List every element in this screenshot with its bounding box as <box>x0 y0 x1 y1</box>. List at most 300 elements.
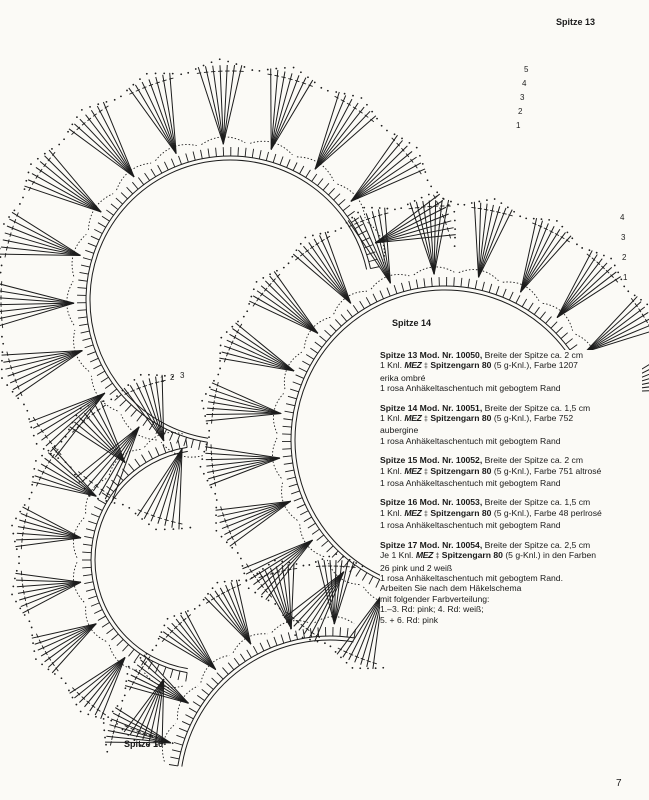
picot-dot <box>382 667 384 669</box>
picot-dot <box>23 404 25 406</box>
picot-dot <box>561 226 563 228</box>
picot-dot <box>471 202 473 204</box>
stitch-tick <box>85 345 94 348</box>
stitch-tick <box>284 463 293 464</box>
picot-dot <box>146 73 148 75</box>
picot-dot <box>226 331 228 333</box>
picot-dot <box>453 211 455 213</box>
picot-dot <box>207 593 209 595</box>
picot-dot <box>376 118 378 120</box>
picot-dot <box>596 252 598 254</box>
picot-dot <box>215 522 217 524</box>
stitch-tick <box>170 757 179 759</box>
picot-dot <box>352 95 354 97</box>
picot-dot <box>48 450 50 452</box>
picot-dot <box>567 231 569 233</box>
picot-dot <box>30 426 32 428</box>
picot-dot <box>203 599 205 601</box>
picot-dot <box>76 116 78 118</box>
picot-dot <box>224 581 226 583</box>
picot-dot <box>430 186 432 188</box>
stitch-tick <box>106 210 113 215</box>
picot-dot <box>308 564 310 566</box>
stitch-crossbar <box>281 77 285 78</box>
stitch-crossbar <box>213 407 214 411</box>
picot-dot <box>209 386 211 388</box>
picot-dot <box>43 448 45 450</box>
picot-dot <box>57 457 59 459</box>
stitch-crossbar <box>214 401 215 405</box>
stitch-tick <box>561 333 568 339</box>
stitch-tick <box>299 368 307 372</box>
stitch-tick <box>366 297 370 305</box>
picot-dot <box>215 530 217 532</box>
stitch-tick <box>325 330 332 336</box>
picot-dot <box>120 95 122 97</box>
picot-dot <box>206 423 208 425</box>
picot-dot <box>248 587 250 589</box>
picot-dot <box>203 451 205 453</box>
picot-dot <box>206 443 208 445</box>
picot-dot <box>340 656 342 658</box>
picot-dot <box>454 237 456 239</box>
spoke-stitch <box>79 657 125 702</box>
stitch-tick <box>534 307 539 314</box>
stitch-tick <box>122 469 128 476</box>
stitch-tick <box>78 317 87 318</box>
stitch-tick <box>482 282 484 291</box>
picot-dot <box>61 441 63 443</box>
spoke-stitch <box>13 351 83 390</box>
picot-dot <box>163 625 165 627</box>
picot-dot <box>603 255 605 257</box>
stitch-crossbar <box>287 569 291 570</box>
picot-dot <box>294 634 296 636</box>
stitch-crossbar <box>112 736 113 740</box>
picot-dot <box>571 237 573 239</box>
picot-dot <box>148 523 150 525</box>
spoke-stitch <box>226 585 251 644</box>
stitch-tick <box>528 303 533 311</box>
picot-dot <box>1 360 3 362</box>
picot-dot <box>352 667 354 669</box>
stitch-tick <box>117 639 123 645</box>
picot-dot <box>231 580 233 582</box>
yarn-color-line: erika ombré <box>380 372 426 383</box>
picot-dot <box>41 455 43 457</box>
yarn-prefix: 1 Knl. <box>380 465 402 476</box>
stitch-tick <box>373 294 377 302</box>
picot-dot <box>267 69 269 71</box>
picot-dot <box>203 408 205 410</box>
picot-dot <box>589 249 591 251</box>
row-number-mark: 5 <box>524 65 529 74</box>
spoke-stitch <box>36 167 101 212</box>
picot-dot <box>219 368 221 370</box>
stitch-tick <box>107 628 114 633</box>
stitch-crossbar <box>25 519 26 523</box>
picot-dot <box>300 243 302 245</box>
picot-dot <box>33 468 35 470</box>
yarn-name: Spitzengarn 80 <box>441 550 503 561</box>
picot-dot <box>31 492 33 494</box>
stitch-tick <box>323 183 329 190</box>
picot-dot <box>250 296 252 298</box>
picot-dot <box>15 601 17 603</box>
spoke-stitch <box>205 453 280 458</box>
spoke-stitch <box>40 162 101 212</box>
stitch-tick <box>274 637 277 645</box>
stitch-tick <box>82 552 91 553</box>
stitch-crossbar <box>471 207 475 208</box>
stitch-crossbar <box>23 532 24 536</box>
picot-dot <box>180 73 182 75</box>
stitch-tick <box>291 491 299 494</box>
stitch-tick <box>137 414 142 421</box>
picot-dot <box>576 243 578 245</box>
picot-dot <box>610 258 612 260</box>
stitch-crossbar <box>496 212 500 213</box>
picot-dot <box>103 722 105 724</box>
picot-dot <box>16 570 18 572</box>
entry-spitze-13 <box>380 350 642 394</box>
picot-dot <box>139 78 141 80</box>
stitch-crossbar <box>197 73 201 74</box>
picot-dot <box>322 558 324 560</box>
stitch-tick <box>294 498 302 501</box>
picot-dot <box>14 578 16 580</box>
spoke-stitch <box>303 246 350 303</box>
stitch-tick <box>151 169 156 177</box>
stitch-tick <box>79 324 88 326</box>
picot-dot <box>381 125 383 127</box>
picot-dot <box>349 559 351 561</box>
picot-dot <box>146 653 148 655</box>
picot-dot <box>32 476 34 478</box>
picot-dot <box>275 68 277 70</box>
stitch-crossbar <box>490 210 494 211</box>
stitch-crossbar <box>367 661 371 662</box>
picot-dot <box>581 247 583 249</box>
stitch-tick <box>259 150 261 159</box>
stitch-tick <box>328 188 334 195</box>
stitch-tick <box>116 198 123 204</box>
row-number-mark: 3 <box>520 93 525 102</box>
stitch-tick <box>94 610 102 614</box>
picot-dot <box>245 579 247 581</box>
picot-dot <box>359 667 361 669</box>
spoke-stitch <box>315 107 364 169</box>
spoke-stitch <box>351 140 403 201</box>
stitch-tick <box>91 514 99 517</box>
spoke-stitch <box>236 580 250 644</box>
picot-dot <box>409 142 411 144</box>
picot-dot <box>355 562 357 564</box>
picot-dot <box>16 548 18 550</box>
picot-dot <box>507 206 509 208</box>
picot-dot <box>155 528 157 530</box>
picot-dot <box>268 600 270 602</box>
stitch-tick <box>174 743 183 746</box>
picot-dot <box>12 391 14 393</box>
spoke-stitch <box>172 623 216 669</box>
spoke-stitch <box>215 591 251 644</box>
picot-dot <box>35 658 37 660</box>
picot-dot <box>394 208 396 210</box>
stitch-tick <box>83 575 92 576</box>
picot-dot <box>106 101 108 103</box>
picot-dot <box>427 179 429 181</box>
picot-dot <box>65 436 67 438</box>
picot-dot <box>457 203 459 205</box>
picot-dot <box>346 222 348 224</box>
stitch-tick <box>266 152 268 161</box>
row-number-mark: 4 <box>522 79 527 88</box>
picot-dot <box>226 541 228 543</box>
picot-dot <box>80 711 82 713</box>
yarn-name: Spitzengarn 80 <box>430 360 492 371</box>
picot-dot <box>65 682 67 684</box>
stitch-tick <box>334 194 340 200</box>
stitch-tick <box>98 500 106 504</box>
picot-dot <box>22 197 24 199</box>
picot-dot <box>208 436 210 438</box>
stitch-tick <box>189 708 197 713</box>
stitch-tick <box>304 517 312 522</box>
picot-dot <box>450 201 452 203</box>
picot-dot <box>28 620 30 622</box>
stitch-tick <box>178 440 180 449</box>
picot-dot <box>1 336 3 338</box>
stitch-tick <box>170 442 173 451</box>
stitch-tick <box>288 396 297 398</box>
stitch-tick <box>347 628 348 637</box>
picot-dot <box>424 171 426 173</box>
stitch-tick <box>86 589 95 591</box>
picot-dot <box>303 565 305 567</box>
stitch-tick <box>310 348 317 353</box>
stitch-tick <box>212 678 219 684</box>
stitch-tick <box>98 616 106 620</box>
stitch-crossbar <box>113 730 114 734</box>
picot-dot <box>180 612 182 614</box>
spoke-stitch <box>351 163 421 201</box>
spoke-stitch <box>320 235 351 303</box>
picot-dot <box>24 188 26 190</box>
stitch-tick <box>78 280 87 281</box>
picot-dot <box>61 677 63 679</box>
picot-dot <box>112 711 114 713</box>
stitch-tick <box>353 305 358 312</box>
stitch-tick <box>343 205 350 211</box>
picot-dot <box>63 138 65 140</box>
spoke-stitch <box>205 597 251 644</box>
brand-mark-icon: ‡ <box>424 363 428 371</box>
page-number: 7 <box>616 778 622 789</box>
picot-dot <box>156 374 158 376</box>
stitch-tick <box>82 338 91 340</box>
picot-dot <box>31 634 33 636</box>
picot-dot <box>242 565 244 567</box>
stitch-crossbar <box>484 209 488 210</box>
yarn-name: Spitzengarn 80 <box>430 465 492 476</box>
picot-dot <box>240 558 242 560</box>
picot-dot <box>351 217 353 219</box>
picot-dot <box>361 97 363 99</box>
picot-dot <box>211 61 213 63</box>
picot-dot <box>15 518 17 520</box>
brand-mark-icon: ‡ <box>424 416 428 424</box>
picot-dot <box>24 614 26 616</box>
stitch-tick <box>302 361 310 365</box>
picot-dot <box>161 631 163 633</box>
stitch-tick <box>186 673 187 682</box>
stitch-tick <box>394 285 397 294</box>
picot-dot <box>296 563 298 565</box>
stitch-tick <box>178 671 180 680</box>
stitch-tick <box>170 669 173 678</box>
stitch-tick <box>172 750 181 752</box>
stitch-tick <box>240 654 245 662</box>
stitch-tick <box>409 281 411 290</box>
picot-dot <box>14 541 16 543</box>
spoke-stitch <box>586 307 645 352</box>
stitch-crossbar <box>415 207 419 208</box>
picot-dot <box>276 270 278 272</box>
picot-dot <box>58 144 60 146</box>
picot-dot <box>274 560 276 562</box>
entry-spitze-15 <box>380 455 642 488</box>
picot-dot <box>114 99 116 101</box>
picot-dot <box>646 303 648 305</box>
picot-dot <box>18 562 20 564</box>
stitch-crossbar <box>158 517 162 518</box>
picot-dot <box>67 131 69 133</box>
picot-dot <box>478 201 480 203</box>
stitch-tick <box>347 310 352 317</box>
stitch-tick <box>281 635 284 644</box>
entry-title: Spitze 13 Mod. Nr. 10050, <box>380 350 483 360</box>
picot-dot <box>114 502 116 504</box>
spoke-stitch <box>38 624 97 651</box>
picot-dot <box>172 73 174 75</box>
picot-dot <box>419 155 421 157</box>
spoke-stitch <box>48 624 96 668</box>
stitch-tick <box>283 456 292 457</box>
stitch-crossbar <box>281 570 285 571</box>
spoke-stitch <box>50 393 104 452</box>
picot-dot <box>422 163 424 165</box>
picot-dot <box>556 220 558 222</box>
spoke-stitch <box>0 290 74 303</box>
picot-dot <box>330 645 332 647</box>
stitch-tick <box>283 426 292 427</box>
stitch-tick <box>308 523 316 528</box>
stitch-crossbar <box>11 365 12 369</box>
picot-dot <box>486 199 488 201</box>
picot-dot <box>231 547 233 549</box>
spoke-stitch <box>343 594 383 657</box>
spoke-stitch <box>351 146 408 202</box>
stitch-crossbar <box>274 75 278 76</box>
entry-title: Spitze 15 Mod. Nr. 10052, <box>380 455 483 466</box>
picot-dot <box>328 556 330 558</box>
picot-dot <box>617 271 619 273</box>
stitch-tick <box>332 551 338 557</box>
picot-dot <box>124 687 126 689</box>
stitch-tick <box>158 165 162 173</box>
picot-dot <box>110 398 112 400</box>
picot-dot <box>366 104 368 106</box>
stitch-tick <box>179 728 187 731</box>
picot-dot <box>262 277 264 279</box>
stitch-tick <box>79 272 88 274</box>
stitch-crossbar <box>6 246 7 250</box>
picot-dot <box>172 528 174 530</box>
yarn-details: (5 g-Knl.), Farbe 48 perlrosé <box>493 507 602 518</box>
stitch-tick <box>322 541 329 547</box>
instruction-line: 1.–3. Rd: pink; 4. Rd: weiß; <box>380 604 484 615</box>
picot-dot <box>80 408 82 410</box>
spoke-stitch <box>0 303 74 326</box>
entry-title: Spitze 16 Mod. Nr. 10053, <box>380 497 483 508</box>
stitch-tick <box>169 765 178 766</box>
picot-dot <box>25 180 27 182</box>
picot-dot <box>0 272 2 274</box>
picot-dot <box>640 299 642 301</box>
stitch-tick <box>91 603 99 606</box>
stitch-tick <box>347 211 354 216</box>
stitch-tick <box>282 449 291 450</box>
picot-dot <box>107 716 109 718</box>
stitch-tick <box>287 477 296 479</box>
picot-dot <box>203 65 205 67</box>
spoke-stitch <box>84 657 125 706</box>
stitch-tick <box>91 236 99 240</box>
picot-dot <box>312 235 314 237</box>
yarn-details: (5 g-Knl.) in den Farben <box>505 550 597 561</box>
stitch-tick <box>135 459 140 466</box>
entry-spitze-14 <box>380 403 642 447</box>
picot-dot <box>97 103 99 105</box>
picot-dot <box>104 737 106 739</box>
picot-dot <box>6 384 8 386</box>
picot-dot <box>416 147 418 149</box>
stitch-tick <box>145 173 150 180</box>
row-number-mark: 4 <box>620 213 625 222</box>
picot-dot <box>194 608 196 610</box>
picot-dot <box>219 360 221 362</box>
picot-dot <box>344 93 346 95</box>
picot-dot <box>340 227 342 229</box>
picot-dot <box>291 256 293 258</box>
picot-dot <box>72 697 74 699</box>
picot-dot <box>407 204 409 206</box>
picot-dot <box>421 197 423 199</box>
picot-dot <box>97 498 99 500</box>
stitch-tick <box>546 317 552 324</box>
row-number-mark: 2 <box>518 107 523 116</box>
stitch-tick <box>164 162 168 170</box>
picot-dot <box>201 400 203 402</box>
picot-dot <box>307 76 309 78</box>
spoke-stitch <box>351 157 417 201</box>
stitch-tick <box>431 278 432 287</box>
stitch-crossbar <box>409 208 413 209</box>
entry-width: Breite der Spitze ca. 1,5 cm <box>484 497 591 508</box>
picot-dot <box>324 642 326 644</box>
stitch-crossbar <box>23 584 24 588</box>
